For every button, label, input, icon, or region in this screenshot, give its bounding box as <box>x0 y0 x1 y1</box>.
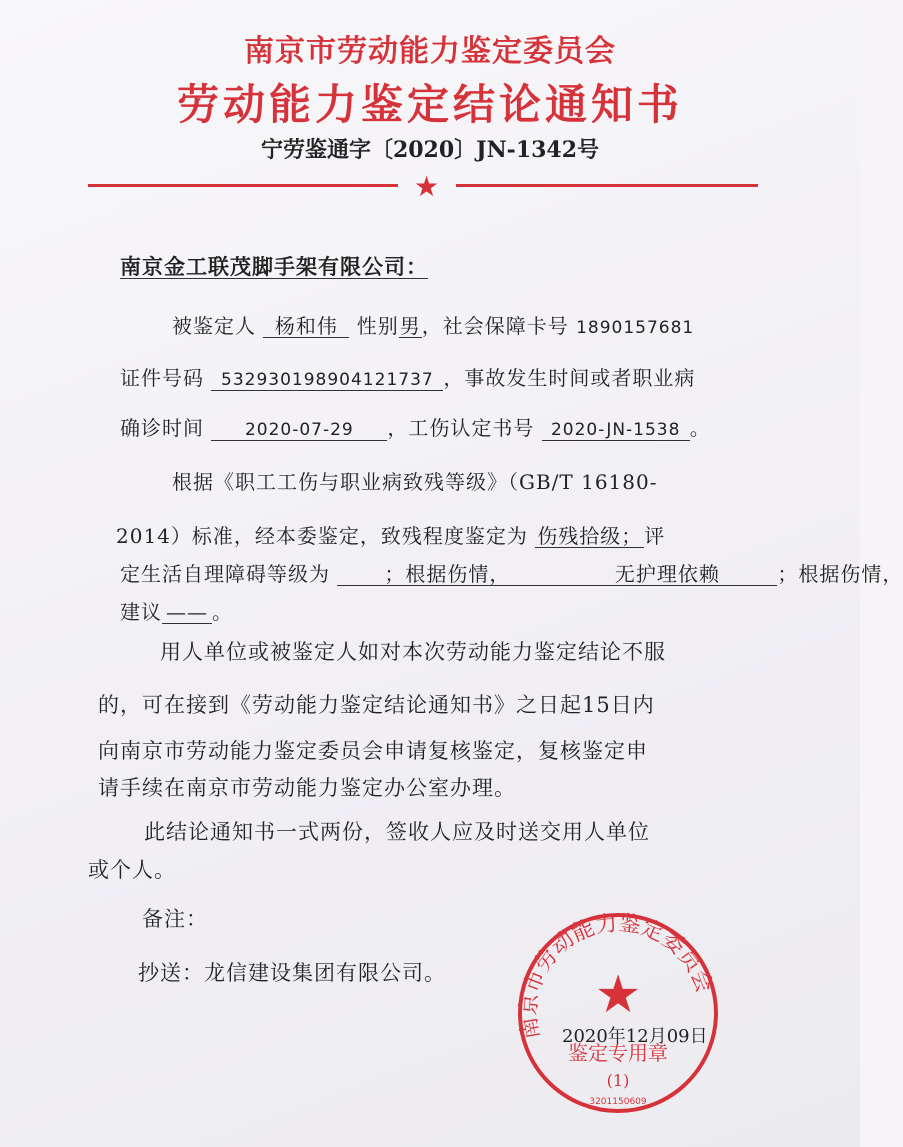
committee-name: 南京市劳动能力鉴定委员会 <box>244 34 616 69</box>
appeal-line-3: 向南京市劳动能力鉴定委员会申请复核鉴定，复核鉴定申 <box>98 739 648 763</box>
seal-code: 3201150609 <box>589 1097 647 1107</box>
red-divider-left <box>88 184 398 187</box>
label-id: 证件号码 <box>120 366 204 390</box>
official-seal <box>515 910 721 1116</box>
diagnosis-date: 2020-07-29 <box>211 421 387 441</box>
diagnosis-line <box>120 412 711 441</box>
person-gender: 男 <box>399 314 421 338</box>
basis-line-2-end: 评 <box>644 524 666 548</box>
cc-line: 抄送：龙信建设集团有限公司。 <box>138 961 446 985</box>
seal-star-icon: ★ <box>594 965 642 1025</box>
basis-line-2 <box>116 520 665 549</box>
label-name: 被鉴定人 <box>172 314 256 338</box>
injury-number: 2020-JN-1538 <box>542 421 690 441</box>
seal-center-text: 鉴定专用章 <box>568 1041 668 1065</box>
issue-date: 2020年12月09日 <box>562 1026 708 1047</box>
label-gender: 性别 <box>356 314 399 338</box>
person-line <box>172 310 694 339</box>
suggestion: —— <box>162 601 212 624</box>
basis-line-3-text: 定生活自理障碍等级为 <box>120 562 330 586</box>
appeal-line-2: 的，可在接到《劳动能力鉴定结论通知书》之日起15日内 <box>98 693 655 717</box>
id-line <box>120 362 695 391</box>
basis-line-4-text: 建议 <box>120 600 162 624</box>
red-divider-right <box>456 184 758 187</box>
care-level: ；根据伤情， <box>337 563 557 586</box>
recipient: 南京金工联茂脚手架有限公司： <box>120 254 428 279</box>
remarks-label: 备注： <box>142 907 208 931</box>
person-name: 杨和伟 <box>263 315 349 338</box>
injury-label: ，工伤认定书号 <box>387 416 535 440</box>
copies-line-1: 此结论通知书一式两份，签收人应及时送交用人单位 <box>144 820 650 844</box>
recipient-line <box>120 254 428 279</box>
seal-ring-text: 南京市劳动能力鉴定委员会 <box>516 911 717 1042</box>
id-suffix: ，事故发生时间或者职业病 <box>443 366 696 390</box>
copies-line-2: 或个人。 <box>88 858 176 882</box>
disability-level: 伤残拾级； <box>537 524 643 548</box>
diagnosis-end: 。 <box>689 416 711 440</box>
star-icon: ★ <box>414 170 440 203</box>
basis-line-2-text: 2014）标准，经本委鉴定，致残程度鉴定为 <box>116 524 528 548</box>
basis-line-3 <box>120 558 903 587</box>
care-level-value: 无护理依赖 <box>557 563 777 586</box>
label-diagnosis: 确诊时间 <box>120 416 204 440</box>
basis-line-3-end: ；根据伤情， <box>777 562 903 586</box>
label-ssn: ，社会保障卡号 <box>421 314 569 338</box>
basis-line-4 <box>120 596 233 625</box>
seal-number: (1) <box>606 1071 630 1090</box>
appeal-line-4: 请手续在南京市劳动能力鉴定办公室办理。 <box>98 776 516 800</box>
basis-line-4-end: 。 <box>212 600 233 624</box>
document-title: 劳动能力鉴定结论通知书 <box>176 80 683 129</box>
appeal-line-1: 用人单位或被鉴定人如对本次劳动能力鉴定结论不服 <box>160 640 666 664</box>
id-number: 532930198904121737 <box>211 371 443 391</box>
document-number: 宁劳鉴通字〔2020〕JN-1342号 <box>260 137 600 163</box>
basis-line-1: 根据《职工工伤与职业病致残等级》（GB/T 16180- <box>172 470 658 494</box>
ssn-number: 1890157681 <box>576 318 695 338</box>
